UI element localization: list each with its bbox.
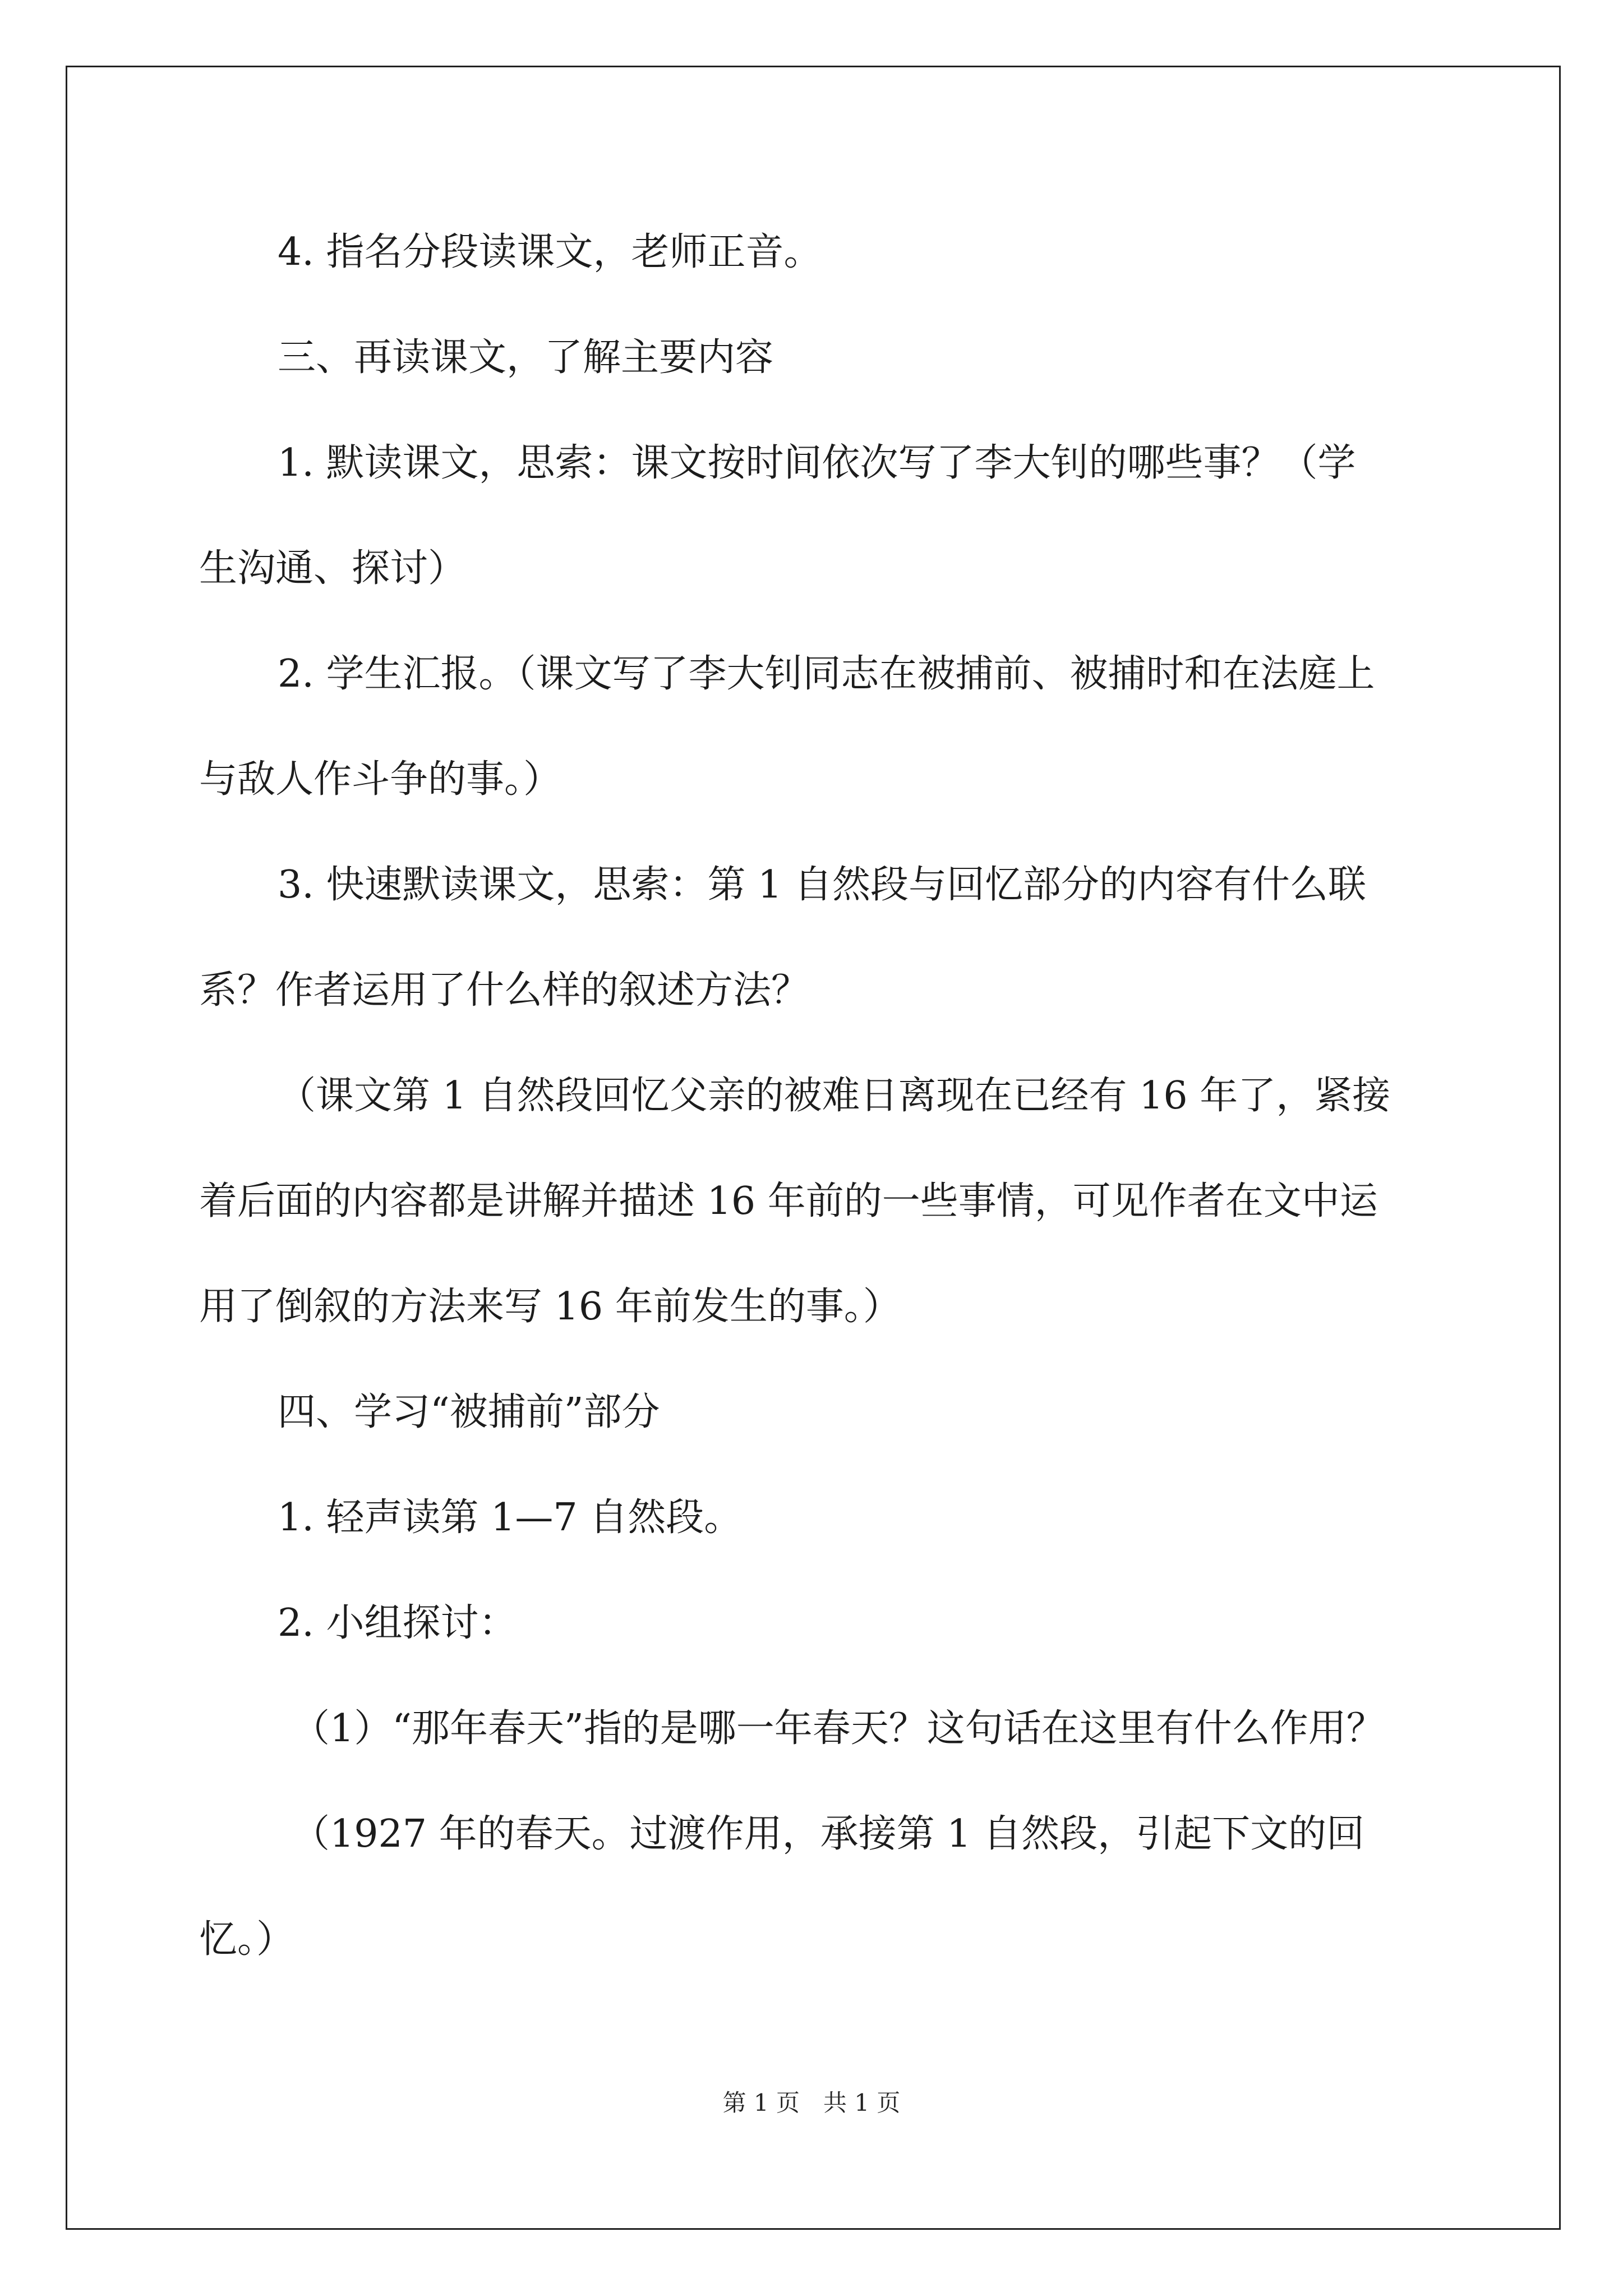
paragraph-question-1: （1）“那年春天”指的是哪一年春天？这句话在这里有什么作用？	[292, 1706, 1385, 1751]
paragraph-step-2-line-2: 与敌人作斗争的事。）	[199, 757, 562, 802]
section-heading-4: 四、学习“被捕前”部分	[278, 1390, 660, 1434]
paragraph-step-1-line-2: 生沟通、探讨）	[199, 546, 467, 591]
section-heading-3: 三、再读课文，了解主要内容	[278, 335, 774, 380]
paragraph-step-2-line-1: 2. 学生汇报。（课文写了李大钊同志在被捕前、被捕时和在法庭上	[278, 652, 1375, 696]
paragraph-step-3-line-2: 系？作者运用了什么样的叙述方法？	[199, 968, 810, 1013]
page-footer: 第 1 页 共 1 页	[722, 2089, 901, 2116]
paragraph-step-3-line-1: 3. 快速默读课文，思索：第 1 自然段与回忆部分的内容有什么联	[278, 863, 1366, 907]
paragraph-answer-1-line-1: （1927 年的春天。过渡作用，承接第 1 自然段，引起下文的回	[292, 1812, 1365, 1856]
paragraph-answer-line-1: （课文第 1 自然段回忆父亲的被难日离现在已经有 16 年了，紧接	[278, 1074, 1391, 1118]
page-border	[66, 66, 1561, 2230]
paragraph-step-1-line-1: 1. 默读课文，思索：课文按时间依次写了李大钊的哪些事？（学	[278, 441, 1356, 485]
paragraph-group-discussion: 2. 小组探讨：	[278, 1601, 517, 1645]
paragraph-read-aloud: 1. 轻声读第 1—7 自然段。	[278, 1496, 743, 1540]
paragraph-answer-line-3: 用了倒叙的方法来写 16 年前发生的事。）	[199, 1285, 901, 1329]
paragraph-answer-1-line-2: 忆。）	[199, 1917, 295, 1962]
paragraph-step-4: 4. 指名分段读课文，老师正音。	[278, 230, 822, 274]
paragraph-answer-line-2: 着后面的内容都是讲解并描述 16 年前的一些事情，可见作者在文中运	[199, 1179, 1378, 1223]
